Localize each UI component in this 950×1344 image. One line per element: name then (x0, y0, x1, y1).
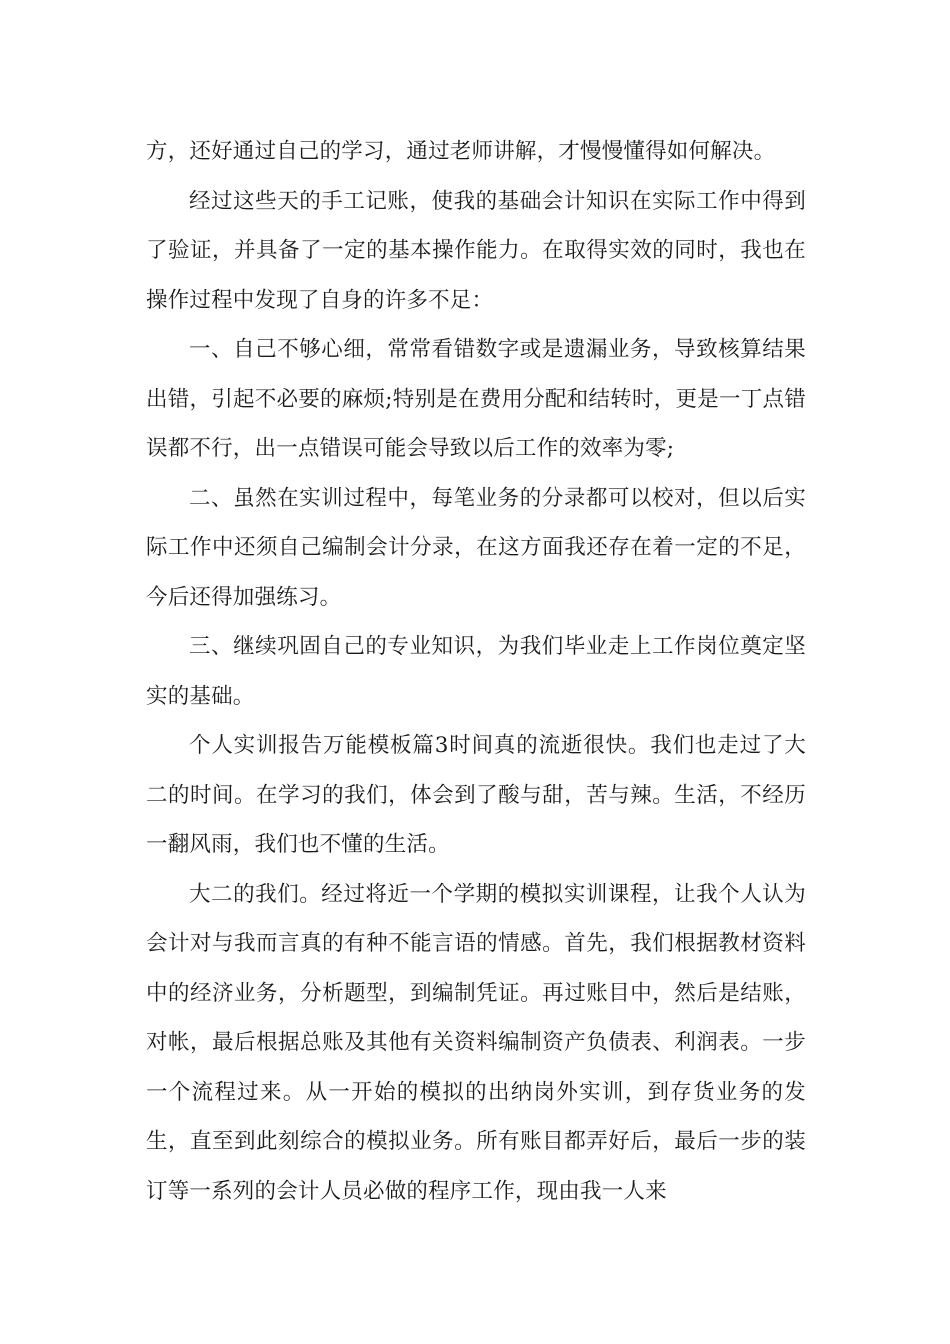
paragraph-template-part-3: 个人实训报告万能模板篇3时间真的流逝很快。我们也走过了大二的时间。在学习的我们，体会到了酸与甜，苦与辣。生活，不经历一翻风雨，我们也不懂的生活。 (146, 733, 806, 857)
paragraph-point-two: 二、虽然在实训过程中，每笔业务的分录都可以校对，但以后实际工作中还须自己编制会计分录，在这方面我还存在着一定的不足，今后还得加强练习。 (146, 485, 806, 610)
paragraph-continuation: 方，还好通过自己的学习，通过老师讲解，才慢慢懂得如何解决。 (146, 139, 776, 164)
document-body (146, 127, 806, 1216)
paragraph-sophomore-training: 大二的我们。经过将近一个学期的模拟实训课程，让我个人认为会计对与我而言真的有种不能言语的情感。首先，我们根据教材资料中的经济业务，分析题型，到编制凭证。再过账目中，然后是结账，对帐，最后根据总账及其他有关资料编制资产负债表、利润表。一步一个流程过来。从一开始的模拟的出纳岗外实训，到存货业务的发生，直至到此刻综合的模拟业务。所有账目都弄好后，最后一步的装订等一系列的会计人员必做的程序工作，现由我一人来 (146, 881, 806, 1204)
paragraph-point-three: 三、继续巩固自己的专业知识，为我们毕业走上工作岗位奠定坚实的基础。 (146, 634, 806, 709)
paragraph-point-one: 一、自己不够心细，常常看错数字或是遗漏业务，导致核算结果出错，引起不必要的麻烦;特别是在费用分配和结转时，更是一丁点错误都不行，出一点错误可能会导致以后工作的效率为零; (146, 337, 806, 461)
paragraph-manual-bookkeeping: 经过这些天的手工记账，使我的基础会计知识在实际工作中得到了验证，并具备了一定的基本操作能力。在取得实效的同时，我也在操作过程中发现了自身的许多不足： (146, 188, 806, 313)
